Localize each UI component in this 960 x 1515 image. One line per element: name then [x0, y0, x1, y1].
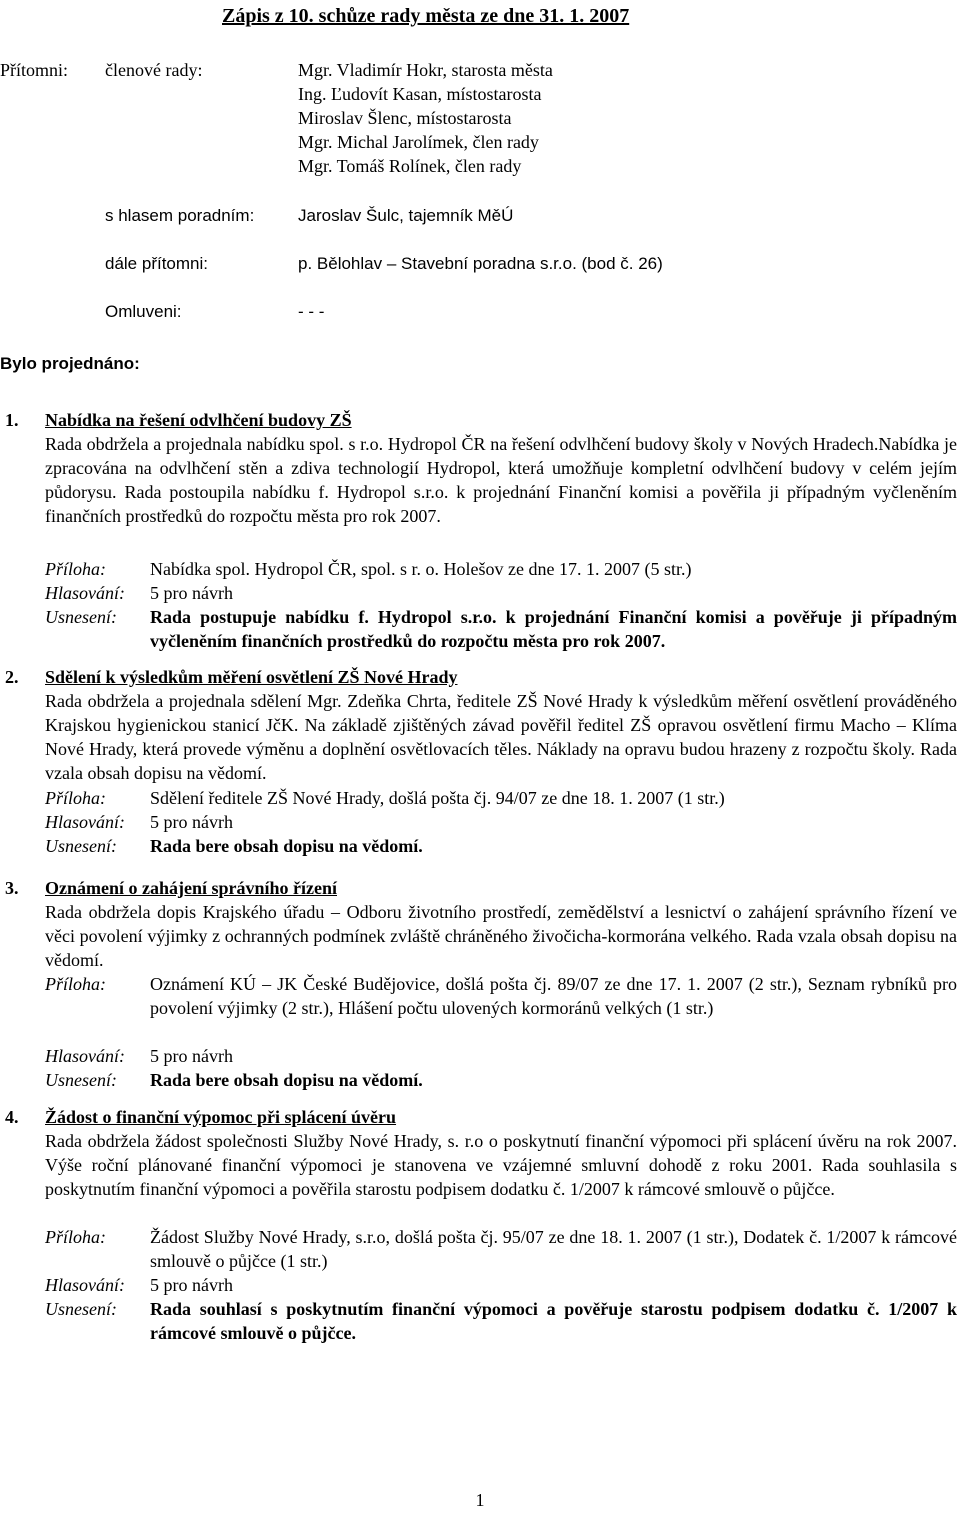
- excused-value: - - -: [298, 302, 325, 321]
- attachment-value: Sdělení ředitele ZŠ Nové Hrady, došlá pošta čj. 94/07 ze dne 18. 1. 2007 (1 str.): [150, 788, 725, 808]
- vote-value: 5 pro návrh: [150, 1046, 233, 1066]
- item-number: 1.: [5, 410, 19, 430]
- attachment-label: Příloha:: [45, 974, 106, 994]
- item-number: 4.: [5, 1107, 19, 1127]
- member-name: Mgr. Vladimír Hokr, starosta města: [298, 60, 553, 80]
- members-label: členové rady:: [105, 60, 203, 80]
- attachment-label: Příloha:: [45, 788, 106, 808]
- member-name: Mgr. Michal Jarolímek, člen rady: [298, 132, 539, 152]
- vote-value: 5 pro návrh: [150, 812, 233, 832]
- discussed-heading: Bylo projednáno:: [0, 354, 140, 373]
- item-body: Rada obdržela a projednala sdělení Mgr. Zdeňka Chrta, ředitele ZŠ Nové Hrady k výsledkům měření osvětlení prováděného Krajskou hygienickou stanicí JčK. Na základě zjištěných závad pověřil ředitel ZŠ opravou osvětlení firmu Macho – Klíma Nové Hrady, která provede výměnu a doplnění osvětlovacích těles. Náklady na opravu budou hrazeny z rozpočtu školy. Rada vzala obsah dopisu na vědomí.: [45, 691, 957, 783]
- advisory-person: Jaroslav Šulc, tajemník MěÚ: [298, 206, 514, 225]
- resolution-label: Usnesení:: [45, 1299, 117, 1319]
- attachment-value: Nabídka spol. Hydropol ČR, spol. s r. o. Holešov ze dne 17. 1. 2007 (5 str.): [150, 559, 692, 579]
- vote-value: 5 pro návrh: [150, 583, 233, 603]
- others-person: p. Bělohlav – Stavební poradna s.r.o. (bod č. 26): [298, 254, 663, 273]
- vote-value: 5 pro návrh: [150, 1275, 233, 1295]
- page-number: 1: [475, 1490, 485, 1510]
- member-name: Miroslav Šlenc, místostarosta: [298, 108, 512, 128]
- item-body: Rada obdržela žádost společnosti Služby Nové Hrady, s. r.o o poskytnutí finanční výpomoci při splácení úvěru na rok 2007. Výše roční plánované finanční výpomoci je stanovena ve vzájemné smluvní dohodě z roku 2001. Rada souhlasila s poskytnutím finanční výpomoci a pověřila starostu podpisem dodatku č. 1/2007 k rámcové smlouvě o půjčce.: [45, 1131, 957, 1199]
- member-name: Mgr. Tomáš Rolínek, člen rady: [298, 156, 522, 176]
- others-label: dále přítomni:: [105, 254, 208, 273]
- resolution-value: Rada bere obsah dopisu na vědomí.: [150, 1070, 423, 1090]
- item-title: Žádost o finanční výpomoc při splácení úvěru: [45, 1107, 397, 1127]
- vote-label: Hlasování:: [45, 583, 125, 603]
- item-number: 2.: [5, 667, 19, 687]
- item-body: Rada obdržela dopis Krajského úřadu – Odboru životního prostředí, zemědělství a lesnictví o zahájení správního řízení ve věci povolení výjimky z ochranných podmínek zvláště chráněného živočicha-kormorána velkého. Rada vzala obsah dopisu na vědomí.: [45, 902, 957, 970]
- attachment-label: Příloha:: [45, 559, 106, 579]
- resolution-value: Rada souhlasí s poskytnutím finanční výpomoci a pověřuje starostu podpisem dodatku č. 1/2007 k rámcové smlouvě o půjčce.: [150, 1299, 957, 1343]
- item-title: Nabídka na řešení odvlhčení budovy ZŠ: [45, 410, 352, 430]
- item-number: 3.: [5, 878, 19, 898]
- item-body: Rada obdržela a projednala nabídku spol. s r.o. Hydropol ČR na řešení odvlhčení budovy školy v Nových Hradech.Nabídka je zpracována na odvlhčení stěn a zdiva technologií Hydropol, která umožňuje kompletní odvlhčení budovy v celém jejím půdorysu. Rada postoupila nabídku f. Hydropol s.r.o. k projednání Finanční komisi a pověřila ji případným vyčleněním finančních prostředků do rozpočtu města pro rok 2007.: [45, 434, 957, 526]
- advisory-label: s hlasem poradním:: [105, 206, 255, 225]
- present-label: Přítomni:: [0, 60, 69, 80]
- resolution-value: Rada bere obsah dopisu na vědomí.: [150, 836, 423, 856]
- vote-label: Hlasování:: [45, 812, 125, 832]
- resolution-value: Rada postupuje nabídku f. Hydropol s.r.o. k projednání Finanční komisi a pověřuje ji případným vyčleněním finančních prostředků do rozpočtu města pro rok 2007.: [150, 607, 957, 651]
- resolution-label: Usnesení:: [45, 607, 117, 627]
- resolution-label: Usnesení:: [45, 836, 117, 856]
- attachment-label: Příloha:: [45, 1227, 106, 1247]
- excused-label: Omluveni:: [105, 302, 182, 321]
- attachment-value: Žádost Služby Nové Hrady, s.r.o, došlá pošta čj. 95/07 ze dne 18. 1. 2007 (1 str.), Dodatek č. 1/2007 k rámcové smlouvě o půjčce (1 str.): [150, 1227, 957, 1271]
- resolution-label: Usnesení:: [45, 1070, 117, 1090]
- page-title: Zápis z 10. schůze rady města ze dne 31. 1. 2007: [222, 5, 630, 27]
- attachment-value: Oznámení KÚ – JK České Budějovice, došlá pošta čj. 89/07 ze dne 17. 1. 2007 (2 str.), Seznam rybníků pro povolení výjimky (2 str.), Hlášení počtu ulovených kormoránů velkých (1 str.): [150, 974, 957, 1018]
- item-title: Oznámení o zahájení správního řízení: [45, 878, 337, 898]
- member-name: Ing. Ľudovít Kasan, místostarosta: [298, 84, 542, 104]
- vote-label: Hlasování:: [45, 1046, 125, 1066]
- item-title: Sdělení k výsledkům měření osvětlení ZŠ Nové Hrady: [45, 667, 458, 687]
- vote-label: Hlasování:: [45, 1275, 125, 1295]
